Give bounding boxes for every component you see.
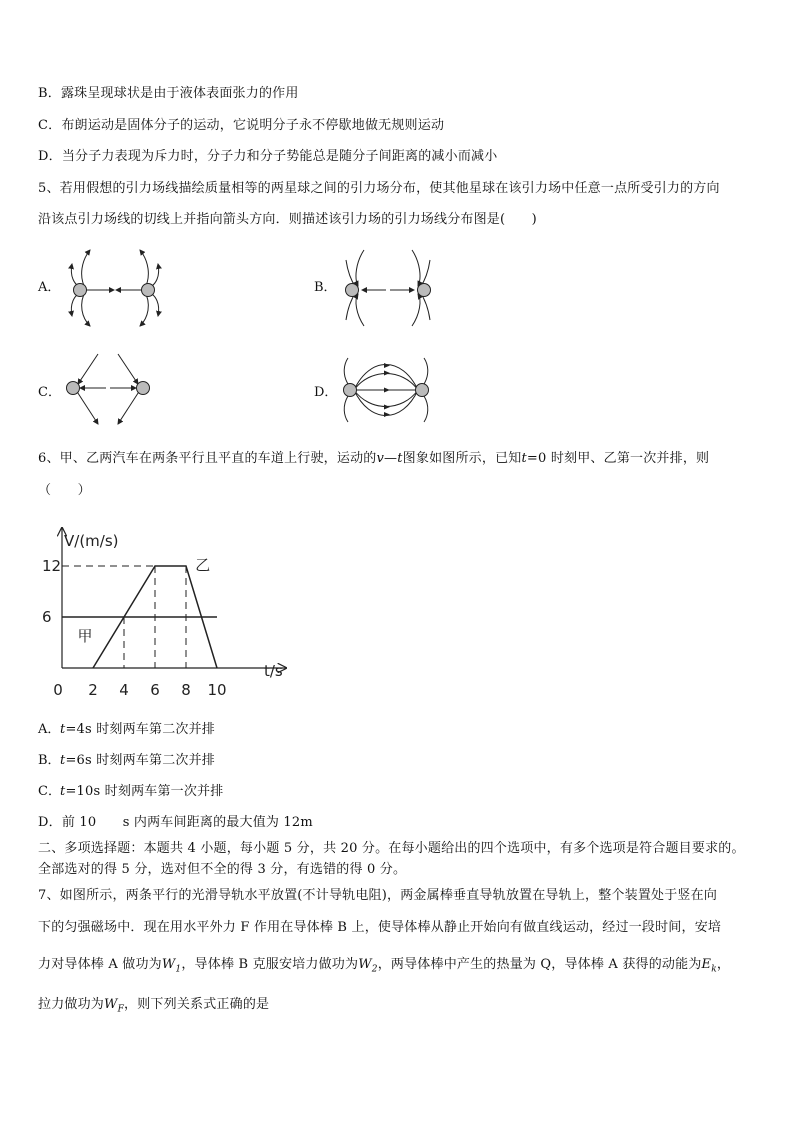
q6-option-c [60,780,223,799]
q7-text-d: ， [716,957,731,972]
section2-line1: 二、多项选择题：本题共 4 小题，每小题 5 分，共 20 分。在每小题给出的四个选项中，有多个选项是符合题目要求的。 [38,841,745,856]
q7-text-f: ，则下列关系式正确的是 [124,997,270,1012]
q7-stem-line1: 7、如图所示，两条平行的光滑导轨水平放置(不计导轨电阻)，两金属棒垂直导轨放置在导轨上，整个装置处于竖在向 [38,888,718,903]
q6-label-c: C． [38,784,61,799]
q6-option-a-t: t [60,722,66,737]
q6-option-c-text: =10s 时刻两车第一次并排 [65,784,224,799]
y-tick-label: 6 [42,608,52,626]
q7-stem-line3 [38,953,730,975]
q6-option-a [60,718,215,737]
q6-stem-text-c: =0 时刻甲、乙第一次并排，则 [526,451,710,466]
q6-label-a: A． [38,722,61,737]
q5-label-a: A． [38,280,61,295]
y-axis-label: V/(m/s) [64,532,119,550]
y-tick-label: 12 [42,557,62,575]
series-label-jia: 甲 [77,627,93,645]
vt-graph [38,518,308,708]
x-tick-label: 0 [53,681,63,699]
q7-stem-line4 [38,993,269,1015]
q6-option-b-t: t [60,753,66,768]
q7-ek-sub: k [711,964,717,975]
x-axis-label: t/s [264,662,283,680]
q6-stem-t2: t [521,451,527,466]
q4-option-c: C．布朗运动是固体分子的运动，它说明分子永不停歇地做无规则运动 [38,118,445,133]
q7-w1-sub: 1 [175,964,182,975]
q6-stem-t: t [397,451,403,466]
q7-wf-sub: F [117,1004,125,1015]
field-diagram-b [338,246,438,330]
q6-stem-line2: （ ） [38,483,91,498]
field-diagram-d [336,350,436,430]
q7-w2-sub: 2 [371,964,378,975]
x-tick-label: 10 [207,681,227,699]
q4-option-b: B．露珠呈现球状是由于液体表面张力的作用 [38,86,299,101]
q6-stem-dash: — [384,451,398,466]
q7-wf: W [104,997,118,1012]
x-tick-label: 8 [181,681,191,699]
q6-stem-text-a: 6、甲、乙两汽车在两条平行且平直的车道上行驶，运动的 [38,451,377,466]
field-diagram-a [64,246,164,330]
q5-label-b: B． [314,280,337,295]
q6-option-c-t: t [60,784,66,799]
q7-ek: E [701,957,712,972]
field-diagram-c [60,350,156,428]
q5-stem-line1: 5、若用假想的引力场线描绘质量相等的两星球之间的引力场分布，使其他星球在该引力场中任意一点所受引力的方向 [38,181,720,196]
q5-label-c: C． [38,385,61,400]
q7-text-e: 拉力做功为 [38,997,105,1012]
q5-label-d: D． [314,385,338,400]
x-tick-label: 4 [119,681,129,699]
section2-line2: 全部选对的得 5 分，选对但不全的得 3 分，有选错的得 0 分。 [38,862,407,877]
x-tick-label: 6 [150,681,160,699]
q6-option-a-text: =4s 时刻两车第二次并排 [65,722,216,737]
q7-text-a: 力对导体棒 A 做功为 [38,957,162,972]
q6-stem-text-b: 图象如图所示，已知 [402,451,522,466]
q7-stem-line2: 下的匀强磁场中．现在用水平外力 F 作用在导体棒 B 上，使导体棒从静止开始向有做直线运动，经过一段时间，安培 [38,920,722,935]
q7-w1: W [161,957,176,972]
x-tick-label: 2 [88,681,98,699]
q5-stem-line2: 沿该点引力场线的切线上并指向箭头方向．则描述该引力场的引力场线分布图是( ) [38,212,537,227]
q7-text-c: ，两导体棒中产生的热量为 Q，导体棒 A 获得的动能为 [377,957,702,972]
series-label-yi: 乙 [195,556,211,574]
q4-option-d: D．当分子力表现为斥力时，分子力和分子势能总是随分子间距离的减小而减小 [38,149,498,164]
q6-label-b: B． [38,753,61,768]
q6-option-d: D．前 10 s 内两车间距离的最大值为 12m [38,815,313,830]
q6-stem-line1 [38,447,709,466]
q7-text-b: ，导体棒 B 克服安培力做功为 [181,957,359,972]
q6-stem-v: v [376,451,385,466]
q6-option-b-text: =6s 时刻两车第二次并排 [65,753,216,768]
q7-w2: W [358,957,372,972]
q6-option-b [60,749,215,768]
